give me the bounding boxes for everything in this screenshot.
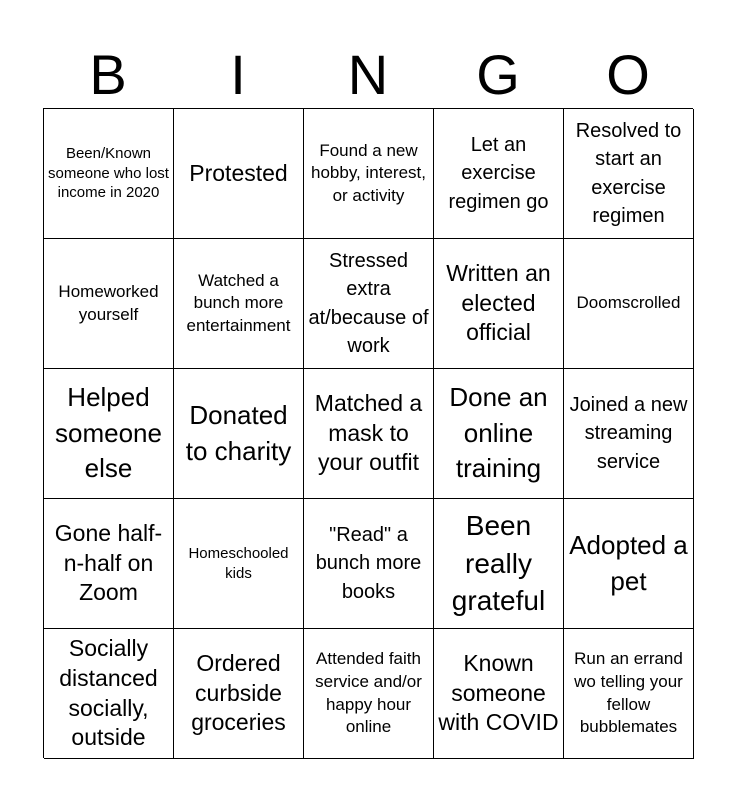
bingo-cell[interactable]: Stressed extra at/because of work: [304, 239, 434, 369]
title-letter-b: B: [89, 43, 127, 106]
title-letter-g: G: [476, 43, 520, 106]
bingo-cell[interactable]: Done an online training: [434, 369, 564, 499]
bingo-cell[interactable]: Resolved to start an exercise regimen: [564, 109, 694, 239]
title-letter-i: I: [230, 43, 246, 106]
bingo-cell[interactable]: Socially distanced socially, outside: [44, 629, 174, 759]
bingo-grid: [43, 108, 693, 758]
bingo-cell[interactable]: Homeschooled kids: [174, 499, 304, 629]
bingo-cell[interactable]: Helped someone else: [44, 369, 174, 499]
bingo-cell[interactable]: Matched a mask to your outfit: [304, 369, 434, 499]
bingo-cell[interactable]: "Read" a bunch more books: [304, 499, 434, 629]
bingo-cell[interactable]: Doomscrolled: [564, 239, 694, 369]
bingo-cell[interactable]: Been/Known someone who lost income in 2020: [44, 109, 174, 239]
title-letter-n: N: [347, 43, 389, 106]
bingo-cell[interactable]: Joined a new streaming service: [564, 369, 694, 499]
bingo-cell[interactable]: Run an errand wo telling your fellow bubblemates: [564, 629, 694, 759]
bingo-cell[interactable]: Found a new hobby, interest, or activity: [304, 109, 434, 239]
bingo-cell[interactable]: Gone half-n-half on Zoom: [44, 499, 174, 629]
bingo-cell[interactable]: Ordered curbside groceries: [174, 629, 304, 759]
bingo-cell[interactable]: Donated to charity: [174, 369, 304, 499]
bingo-cell[interactable]: Protested: [174, 109, 304, 239]
bingo-cell[interactable]: Attended faith service and/or happy hour online: [304, 629, 434, 759]
title-letter-o: O: [606, 43, 650, 106]
bingo-cell[interactable]: Homeworked yourself: [44, 239, 174, 369]
bingo-cell[interactable]: Written an elected official: [434, 239, 564, 369]
bingo-cell[interactable]: Adopted a pet: [564, 499, 694, 629]
bingo-cell[interactable]: Been really grateful: [434, 499, 564, 629]
bingo-cell[interactable]: Let an exercise regimen go: [434, 109, 564, 239]
bingo-cell[interactable]: Known someone with COVID: [434, 629, 564, 759]
bingo-cell[interactable]: Watched a bunch more entertainment: [174, 239, 304, 369]
bingo-header: [43, 42, 693, 108]
